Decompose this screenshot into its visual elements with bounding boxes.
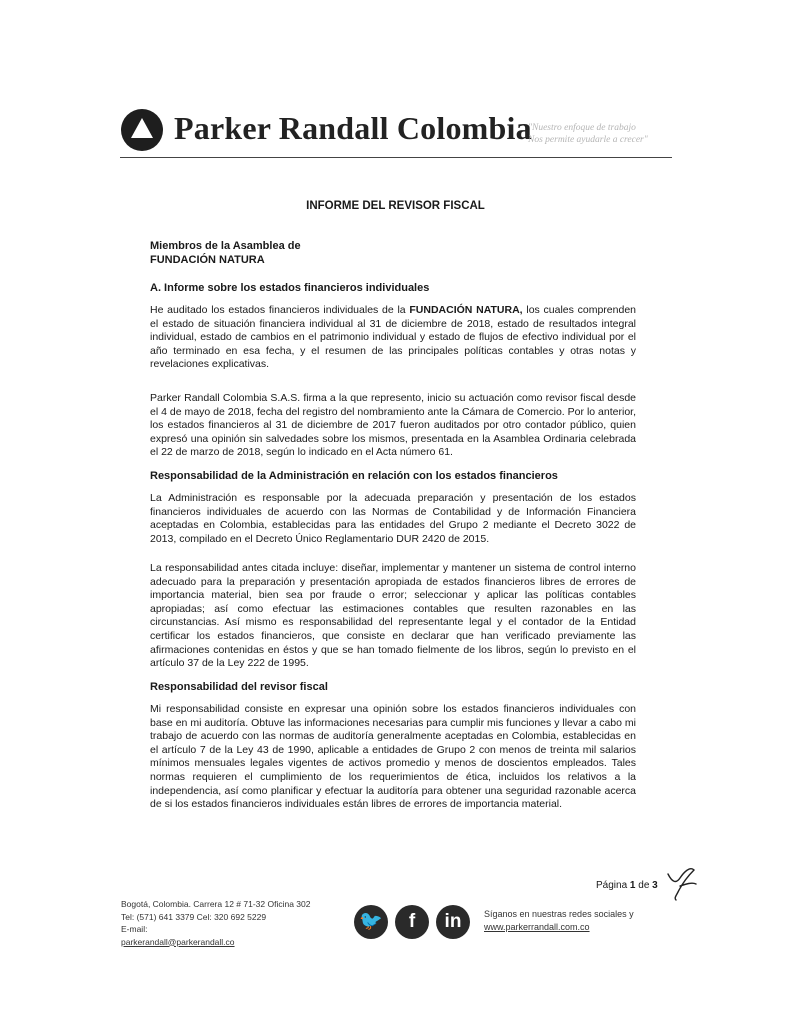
email-label: E-mail: bbox=[121, 924, 148, 934]
admin-responsibility-paragraph-1: La Administración es responsable por la adecuada preparación y presentación de los estados financieros individuales de acuerdo con las Normas de Contabilidad y de Información Financiera aceptadas en Colombia, establecidas para las entidades del Grupo 2 mediante el Decreto 3022 de 2013, compilado en el Decreto Único Reglamentario DUR 2420 de 2015. bbox=[150, 492, 636, 545]
signature-mark bbox=[660, 862, 700, 902]
contact-info bbox=[121, 898, 310, 948]
letterhead bbox=[120, 100, 680, 160]
section-a-heading: A. Informe sobre los estados financieros individuales bbox=[150, 282, 430, 294]
slogan bbox=[528, 122, 668, 146]
section-a-paragraph-1 bbox=[150, 304, 636, 372]
section-a-p1-post: los cuales comprenden el estado de situación financiera individual al 31 de diciembre de 2018, estado de resultados integral individual, estado de cambios en el patrimonio individual y estado de flujos de efectivo individual por el año terminado en esa fecha, y el resumen de las principales políticas contables y otras notas y revelaciones explicativas. bbox=[150, 304, 636, 371]
brand-name: Parker Randall Colombia bbox=[174, 110, 532, 146]
slogan-line-1: "Nuestro enfoque de trabajo bbox=[528, 123, 636, 133]
page-total: 3 bbox=[652, 880, 658, 891]
website-link[interactable]: www.parkerrandall.com.co bbox=[484, 922, 590, 932]
addressee bbox=[150, 239, 301, 267]
facebook-icon[interactable] bbox=[395, 905, 429, 939]
page-label: Página bbox=[596, 880, 630, 891]
admin-responsibility-paragraph-2: La responsabilidad antes citada incluye: diseñar, implementar y mantener un sistema de control interno adecuado para la preparación y presentación apropiada de estados financieros libres de errores de importancia material, bien sea por fraude o error; seleccionar y aplicar las políticas contables apropiadas; así como efectuar las estimaciones contables que resulten razonables en las circunstancias. Así mismo es responsabilidad del representante legal y el contador de la Entidad certificar los estados financieros, que consiste en declarar que han verificado previamente las afirmaciones contenidas en éstos y que se han tomado fielmente de los libros, según lo previsto en el artículo 37 de la Ley 222 de 1995. bbox=[150, 562, 636, 670]
parker-randall-logo-icon bbox=[120, 108, 164, 152]
page-of: de bbox=[635, 880, 653, 891]
admin-responsibility-heading: Responsabilidad de la Administración en relación con los estados financieros bbox=[150, 470, 558, 482]
twitter-glyph: 🐦 bbox=[359, 911, 383, 932]
addressee-line-2: FUNDACIÓN NATURA bbox=[150, 254, 265, 266]
email-link[interactable]: parkerandall@parkerandall.co bbox=[121, 936, 235, 947]
section-a-p1-entity: FUNDACIÓN NATURA, bbox=[409, 304, 523, 316]
slogan-line-2: Nos permite ayudarle a crecer" bbox=[528, 135, 648, 145]
twitter-icon[interactable] bbox=[354, 905, 388, 939]
document-title: INFORME DEL REVISOR FISCAL bbox=[306, 200, 485, 212]
follow-text: Síganos en nuestras redes sociales y bbox=[484, 909, 634, 919]
email-line bbox=[121, 923, 310, 948]
linkedin-icon[interactable] bbox=[436, 905, 470, 939]
header-divider bbox=[120, 157, 672, 158]
office-address: Bogotá, Colombia. Carrera 12 # 71-32 Oficina 302 bbox=[121, 899, 311, 909]
page-indicator bbox=[596, 880, 658, 891]
linkedin-glyph: in bbox=[444, 911, 462, 932]
auditor-responsibility-heading: Responsabilidad del revisor fiscal bbox=[150, 681, 328, 693]
section-a-paragraph-2: Parker Randall Colombia S.A.S. firma a la que represento, inicio su actuación como revisor fiscal desde el 4 de mayo de 2018, fecha del registro del nombramiento ante la Cámara de Comercio. Por lo anterior, los estados financieros al 31 de diciembre de 2017 fueron auditados por otro contador público, quien expresó una opinión sin salvedades sobre los mismos, presentada en la Asamblea Ordinaria celebrada el 22 de marzo de 2018, según lo indicado en el Acta número 61. bbox=[150, 392, 636, 459]
social-follow bbox=[484, 908, 634, 934]
phone-numbers: Tel: (571) 641 3379 Cel: 320 692 5229 bbox=[121, 911, 267, 922]
page-current: 1 bbox=[629, 880, 636, 891]
addressee-line-1: Miembros de la Asamblea de bbox=[150, 240, 301, 252]
auditor-responsibility-paragraph: Mi responsabilidad consiste en expresar una opinión sobre los estados financieros individuales con base en mi auditoría. Obtuve las informaciones necesarias para cumplir mis funciones y llevar a cabo mi trabajo de acuerdo con las normas de auditoría generalmente aceptadas en Colombia, establecidas en el artículo 7 de la Ley 43 de 1990, aplicable a entidades de Grupo 2 con menos de treinta mil salarios mínimos mensuales legales vigentes de activos promedio y menos de doscientos empleados. Tales normas requieren el cumplimiento de los requerimientos de ética, incluidos los relativos a la independencia, así como planificar y efectuar la auditoría para obtener una seguridad razonable acerca de si los estados financieros individuales están libres de errores de importancia material. bbox=[150, 703, 636, 811]
section-a-p1-pre: He auditado los estados financieros individuales de la bbox=[150, 304, 410, 316]
facebook-glyph: f bbox=[408, 911, 416, 932]
